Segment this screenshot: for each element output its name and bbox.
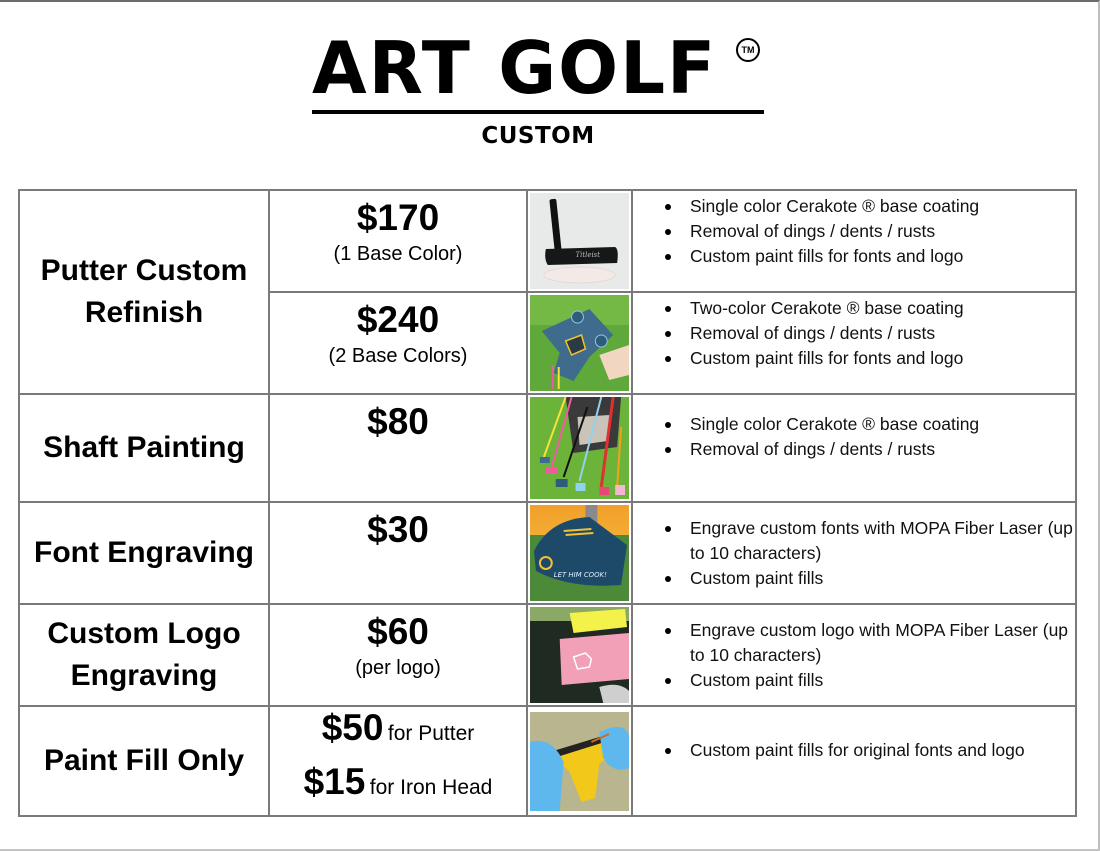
feature-item: Custom paint fills (665, 566, 1075, 591)
feature-item: Removal of dings / dents / rusts (665, 219, 1075, 244)
price-cell (269, 604, 527, 706)
service-cell (19, 190, 269, 394)
black-titleist-putter-photo (530, 193, 629, 289)
price-note: (2 Base Colors) (328, 345, 468, 367)
price-cell (269, 190, 527, 292)
feature-list (633, 516, 1075, 591)
feature-list (633, 293, 1075, 371)
price-value: $15 (303, 761, 366, 802)
pink-putter-dog-logo-photo (530, 607, 629, 703)
table-row (19, 604, 1076, 706)
feature-item: Engrave custom logo with MOPA Fiber Laser (up to 10 characters) (665, 618, 1075, 668)
price-value: $80 (367, 401, 429, 442)
feature-item: Two-color Cerakote ® base coating (665, 296, 1075, 321)
details-cell (632, 706, 1076, 816)
image-cell (527, 502, 632, 604)
price-value: $50 (321, 707, 384, 748)
price-value: $240 (356, 299, 440, 340)
price-table (18, 189, 1077, 817)
image-cell (527, 706, 632, 816)
feature-item: Custom paint fills for fonts and logo (665, 346, 1075, 371)
price-note: (1 Base Color) (333, 243, 463, 265)
svg-text:LET HIM COOK!: LET HIM COOK! (553, 570, 607, 580)
feature-item: Removal of dings / dents / rusts (665, 321, 1075, 346)
price-suffix: for Iron Head (369, 776, 493, 799)
logo-divider (312, 110, 764, 114)
price-cell (269, 292, 527, 394)
details-cell (632, 292, 1076, 394)
table-row (19, 190, 1076, 292)
price-note: (per logo) (355, 657, 441, 679)
feature-item: Single color Cerakote ® base coating (665, 194, 1075, 219)
price-cell (269, 502, 527, 604)
brand-name: ART GOLF (312, 26, 718, 110)
details-cell (632, 190, 1076, 292)
service-cell (19, 706, 269, 816)
engraved-wedge-sunset-photo (530, 505, 629, 601)
price-cell (269, 706, 527, 816)
feature-list (633, 412, 1075, 462)
service-name: Custom Logo Engraving (47, 617, 241, 692)
feature-list (633, 191, 1075, 269)
feature-item: Removal of dings / dents / rusts (665, 437, 1075, 462)
service-name: Font Engraving (34, 536, 254, 569)
price-cell (269, 394, 527, 502)
service-cell (19, 502, 269, 604)
service-name: Shaft Painting (43, 431, 245, 464)
image-cell (527, 292, 632, 394)
svg-text:Titleist: Titleist (575, 250, 601, 260)
image-cell (527, 394, 632, 502)
feature-item: Custom paint fills (665, 668, 1075, 693)
feature-item: Custom paint fills for fonts and logo (665, 244, 1075, 269)
details-cell (632, 394, 1076, 502)
table-row (19, 502, 1076, 604)
feature-item: Single color Cerakote ® base coating (665, 412, 1075, 437)
service-name: Paint Fill Only (43, 744, 245, 777)
feature-list (633, 738, 1075, 763)
service-cell (19, 394, 269, 502)
price-value: $60 (367, 611, 429, 652)
price-value: $170 (356, 197, 440, 238)
details-cell (632, 502, 1076, 604)
price-line-iron (270, 761, 526, 815)
two-tone-blue-putter-photo (530, 295, 629, 391)
price-line-putter (270, 707, 526, 761)
yellow-putter-paint-fill-photo (530, 712, 629, 811)
table-row (19, 394, 1076, 502)
price-suffix: for Putter (387, 722, 475, 745)
price-value: $30 (367, 509, 429, 550)
image-cell (527, 190, 632, 292)
details-cell (632, 604, 1076, 706)
colorful-shafts-golf-bag-photo (530, 397, 629, 499)
service-cell (19, 604, 269, 706)
trademark-icon: TM (736, 38, 760, 62)
feature-item: Custom paint fills for original fonts and logo (665, 738, 1075, 763)
image-cell (527, 604, 632, 706)
service-name: Putter Custom Refinish (40, 254, 248, 329)
feature-item: Engrave custom fonts with MOPA Fiber Laser (up to 10 characters) (665, 516, 1075, 566)
feature-list (633, 618, 1075, 693)
table-row (19, 706, 1076, 816)
brand-logo (312, 26, 764, 154)
brand-subtitle: CUSTOM (481, 123, 595, 149)
